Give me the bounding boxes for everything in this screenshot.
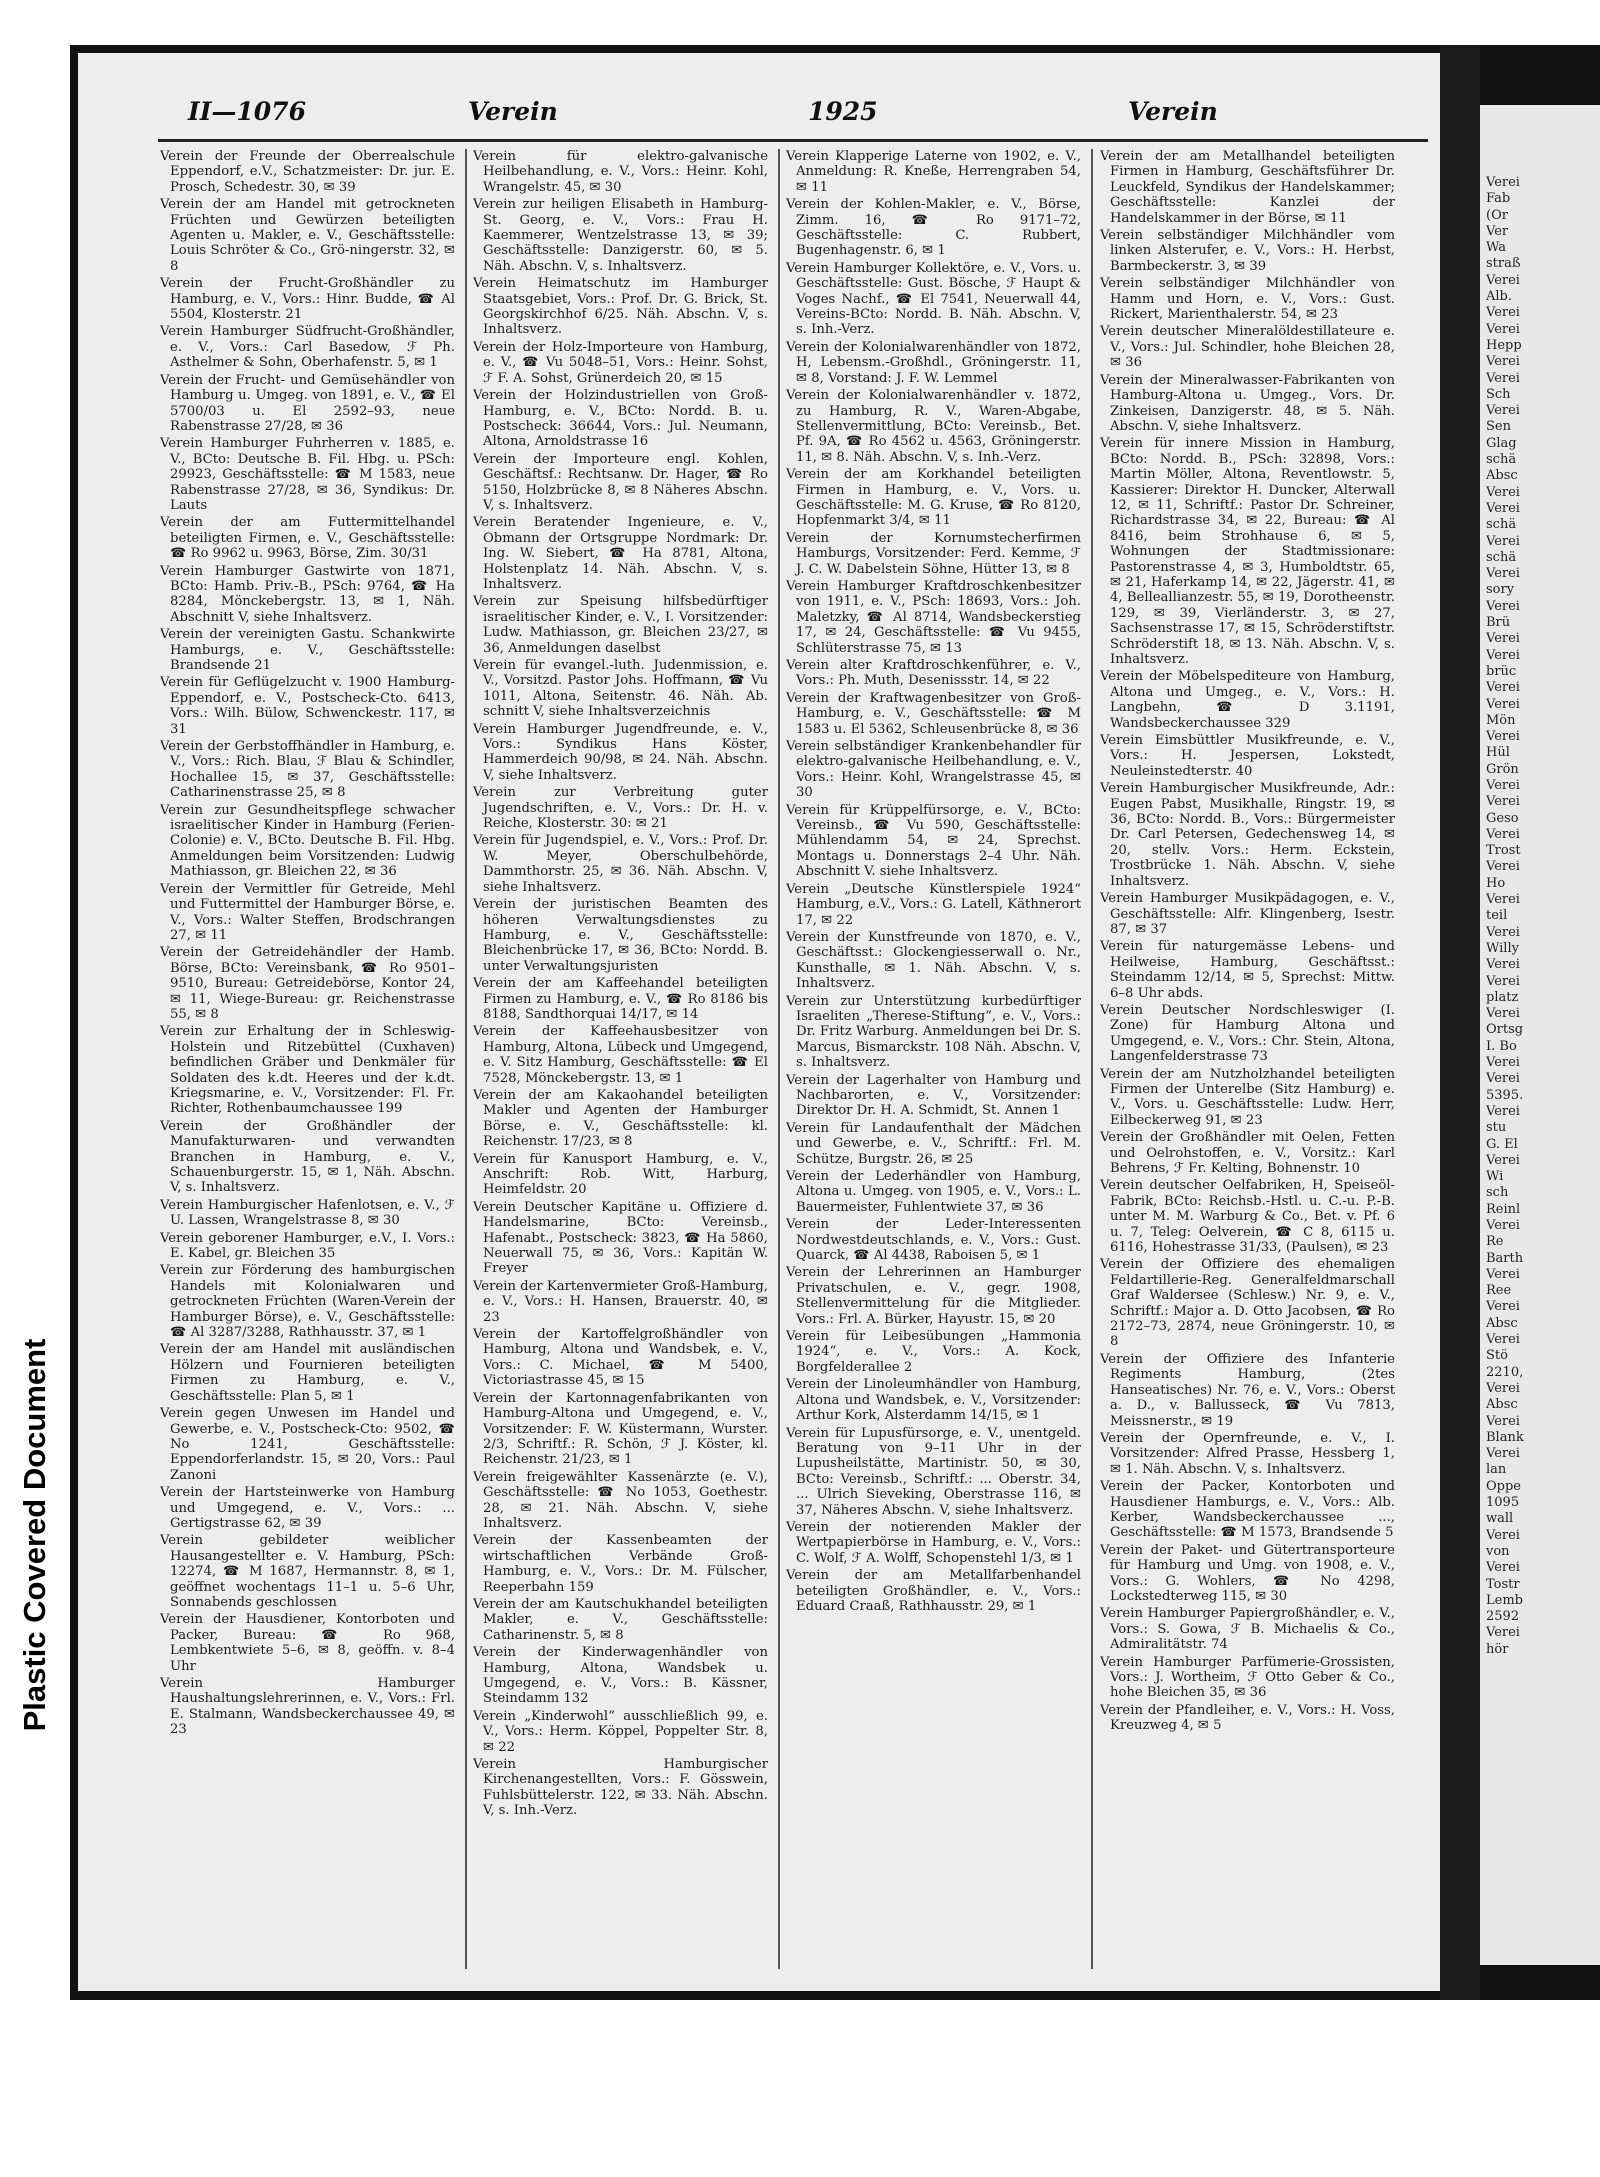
column-divider (778, 149, 780, 1969)
directory-entry: Verein der Offiziere des Infanterie Regiments Hamburg, (2tes Hanseatisches) Nr. 76, e. V., Vors.: Oberst a. D., v. Ballusseck, ☎ Vu 7813, Meissnerstr., ✉ 19 (1100, 1351, 1395, 1429)
facing-page-fragment: Verei (1486, 1380, 1520, 1396)
facing-page-fragment: Glag (1486, 435, 1517, 451)
facing-page-fragment: Verei (1486, 1527, 1520, 1543)
directory-entry: Verein für Lupusfürsorge, e. V., unentgeld. Beratung von 9–11 Uhr in der Lupusheilstätte, Martinistr. 50, ✉ 30, BCto: Vereinsb., Schriftf.: ... Oberstr. 34, ... Ulrich Sieveking, Oberstrasse 116, ✉ 37, Näheres Abschn. V, siehe Inhaltsverz. (786, 1425, 1081, 1518)
facing-page-fragment: Blank (1486, 1429, 1524, 1445)
facing-page-fragment: 2592 (1486, 1609, 1520, 1625)
directory-entry: Verein der Paket- und Gütertransporteure für Hamburg und Umg. von 1908, e. V., Vors.: G. Wohlers, ☎ No 4298, Lockstedterweg 115, ✉ 30 (1100, 1542, 1395, 1604)
directory-entry: Verein für Jugendspiel, e. V., Vors.: Prof. Dr. W. Meyer, Oberschulbehörde, Dammthorstr. 25, ✉ 36. Näh. Abschn. V, siehe Inhaltsverz. (473, 833, 768, 895)
header-word-right: Verein (1128, 97, 1218, 126)
directory-entry: Verein der Holz-Importeure von Hamburg, e. V., ☎ Vu 5048–51, Vors.: Heinr. Sohst, ℱ F. A. Sohst, Grünerdeich 20, ✉ 15 (473, 339, 768, 386)
side-label-text: Plastic Covered Document (17, 1338, 52, 1732)
directory-entry: Verein der Kraftwagenbesitzer von Groß-Hamburg, e. V., Geschäftsstelle: ☎ M 1583 u. El 5362, Schleusenbrücke 8, ✉ 36 (786, 690, 1081, 737)
facing-page-fragment: Verei (1486, 859, 1520, 875)
facing-page-fragment: Verei (1486, 892, 1520, 908)
facing-page-fragment: brüc (1486, 663, 1517, 679)
facing-page-fragment: Verei (1486, 631, 1520, 647)
directory-entry: Verein der Hartsteinwerke von Hamburg und Umgegend, e. V., Vors.: ... Gertigstrasse 62, ✉ 39 (160, 1485, 455, 1531)
directory-entry: Verein für Kanusport Hamburg, e. V., Anschrift: Rob. Witt, Harburg, Heimfeldstr. 20 (473, 1151, 768, 1198)
column-divider (465, 149, 467, 1969)
directory-entry: Verein für Leibesübungen „Hammonia 1924“, e. V., Vors.: A. Kock, Borgfelderallee 2 (786, 1329, 1081, 1375)
directory-entry: Verein der Kornumstecherfirmen Hamburgs, Vorsitzender: Ferd. Kemme, ℱ J. C. W. Dabelstein Söhne, Hütter 13, ✉ 8 (786, 530, 1081, 577)
directory-column-4 (1100, 149, 1395, 1969)
directory-entry: Verein der am Kakaohandel beteiligten Makler und Agenten der Hamburger Börse, e. V., Geschäftsstelle: kl. Reichenstr. 17/23, ✉ 8 (473, 1087, 768, 1150)
directory-entry: Verein der am Kautschukhandel beteiligten Makler, e. V., Geschäftsstelle: Catharinenstr. 5, ✉ 8 (473, 1596, 768, 1643)
facing-page-fragment: platz (1486, 989, 1519, 1005)
facing-page-fragment: Barth (1486, 1250, 1524, 1266)
facing-page-fragment: sory (1486, 582, 1515, 598)
facing-page-fragment: Verei (1486, 272, 1520, 288)
directory-entry: Verein der am Korkhandel beteiligten Firmen in Hamburg, e. V., Vors. u. Geschäftsstelle: M. G. Kruse, ☎ Ro 8120, Hopfenmarkt 3/4, ✉ 11 (786, 467, 1081, 529)
directory-entry: Verein zur Speisung hilfsbedürftiger israelitischer Kinder, e. V., I. Vorsitzender: Ludw. Mathiasson, gr. Bleichen 23/27, ✉ 36, Anmeldungen daselbst (473, 594, 768, 656)
directory-entry: Verein der Importeure engl. Kohlen, Geschäftsf.: Rechtsanw. Dr. Hager, ☎ Ro 5150, Holzbrücke 8, ✉ 8 Näheres Abschn. V, s. Inhaltsverz. (473, 451, 768, 513)
facing-page-fragment: Stö (1486, 1348, 1508, 1364)
facing-page-fragment: G. El (1486, 1136, 1518, 1152)
directory-entry: Verein der Kolonialwarenhändler von 1872, H, Lebensm.-Großhdl., Gröningerstr. 11, ✉ 8, Vorstand: J. F. W. Lemmel (786, 339, 1081, 386)
facing-page-fragment: Oppe (1486, 1478, 1521, 1494)
directory-entry: Verein zur Gesundheitspflege schwacher israelitischer Kinder in Hamburg (Ferien-Colonie) e. V., BCto. Deutsche B. Fil. Hbg. Anmeldungen beim Vorsitzenden: Ludwig Mathiasson, gr. Bleichen 22, ✉ 36 (160, 802, 455, 880)
facing-page-fragment: schä (1486, 517, 1517, 533)
directory-entry: Verein Hamburger Jugendfreunde, e. V., Vors.: Syndikus Hans Köster, Hammerdeich 90/98, ✉ 24. Näh. Abschn. V, siehe Inhaltsverz. (473, 721, 768, 783)
facing-page-fragment: wall (1486, 1511, 1514, 1527)
directory-entry: Verein Klapperige Laterne von 1902, e. V., Anmeldung: R. Kneße, Herrengraben 54, ✉ 11 (786, 149, 1081, 195)
directory-entry: Verein der am Metallfarbenhandel beteiligten Großhändler, e. V., Vors.: Eduard Craaß, Rathhausstr. 29, ✉ 1 (786, 1568, 1081, 1614)
side-label (0, 1230, 70, 1840)
directory-entry: Verein „Kinderwohl“ ausschließlich 99, e. V., Vors.: Herm. Köppel, Poppelter Str. 8, ✉ 22 (473, 1708, 768, 1755)
directory-entry: Verein der Offiziere des ehemaligen Feldartillerie-Reg. Generalfeldmarschall Graf Waldersee (Schlesw.) Nr. 9, e. V., Schriftf.: Major a. D. Otto Jacobsen, ☎ Ro 2172–73, 2874, neue Gröningerstr. 10, ✉ 8 (1100, 1257, 1395, 1350)
facing-page-fragment: Absc (1486, 1397, 1518, 1413)
directory-page (78, 53, 1440, 1991)
directory-entry: Verein der am Kaffeehandel beteiligten Firmen zu Hamburg, e. V., ☎ Ro 8186 bis 8188, Sandthorquai 14/17, ✉ 14 (473, 976, 768, 1022)
directory-entry: Verein der Lederhändler von Hamburg, Altona u. Umgeg. von 1905, e. V., Vors.: L. Bauermeister, Fuhlentwiete 37, ✉ 36 (786, 1169, 1081, 1215)
directory-entry: Verein Hamburger Kraftdroschkenbesitzer von 1911, e. V., PSch: 18693, Vors.: Joh. Maletzky, ☎ Al 8714, Wandsbeckerstieg 17, ✉ 24, Geschäftsstelle: ☎ Vu 9455, Schlüterstrasse 75, ✉ 13 (786, 578, 1081, 656)
directory-entry: Verein der Großhändler der Manufakturwaren- und verwandten Branchen in Hamburg, e. V., Schauenburgerstr. 15, ✉ 1, Näh. Abschn. V, s. Inhaltsverz. (160, 1118, 455, 1196)
facing-page-fragment: Verei (1486, 1055, 1520, 1071)
scanned-page (70, 45, 1600, 2000)
facing-page-fragment: Alb. (1486, 289, 1512, 305)
directory-entry: Verein der am Handel mit getrockneten Früchten und Gewürzen beteiligten Agenten u. Makler, e. V., Geschäftsstelle: Louis Schröter & Co., Grö-ningerstr. 32, ✉ 8 (160, 197, 455, 274)
directory-column-3 (786, 149, 1081, 1969)
directory-entry: Verein geborener Hamburger, e.V., I. Vors.: E. Kabel, gr. Bleichen 35 (160, 1230, 455, 1262)
directory-entry: Verein der Pfandleiher, e. V., Vors.: H. Voss, Kreuzweg 4, ✉ 5 (1100, 1702, 1395, 1734)
directory-entry: Verein Eimsbüttler Musikfreunde, e. V., Vors.: H. Jespersen, Lokstedt, Neuleinstedterstr. 40 (1100, 733, 1395, 779)
facing-page-fragment: sch (1486, 1185, 1509, 1201)
facing-page-fragment: Verei (1486, 957, 1520, 973)
facing-page-fragment: Verei (1486, 1266, 1520, 1282)
directory-entry: Verein der Kartoffelgroßhändler von Hamburg, Altona und Wandsbek, e. V., Vors.: C. Michael, ☎ M 5400, Victoriastrasse 45, ✉ 15 (473, 1327, 768, 1389)
directory-entry: Verein zur Erhaltung der in Schleswig-Holstein und Ritzebüttel (Cuxhaven) befindlichen Gräber und Denkmäler für Soldaten des k.dt. Heeres und der k.dt. Kriegsmarine, e. V., Vorsitzender: Fl. Fr. Richter, Rothenbaumchaussee 199 (160, 1024, 455, 1117)
facing-page-fragment: Verei (1486, 1560, 1520, 1576)
directory-entry: Verein Hamburger Südfrucht-Großhändler, e. V., Vors.: Carl Basedow, ℱ Ph. Asthelmer & Sohn, Oberhafenstr. 5, ✉ 1 (160, 324, 455, 371)
directory-entry: Verein der Getreidehändler der Hamb. Börse, BCto: Vereinsbank, ☎ Ro 9501–9510, Bureau: Getreidebörse, Kontor 24, ✉ 11, Wiege-Bureau: gr. Reichenstrasse 55, ✉ 8 (160, 945, 455, 1022)
directory-entry: Verein für Krüppelfürsorge, e. V., BCto: Vereinsb., ☎ Vu 590, Geschäftsstelle: Mühlendamm 54, ✉ 24, Sprechst. Montags u. Donnerstags 2–4 Uhr. Näh. Abschnitt V. siehe Inhaltsverz. (786, 802, 1081, 880)
facing-page-fragment: Fab (1486, 191, 1511, 207)
facing-page-fragment: Verei (1486, 777, 1520, 793)
directory-entry: Verein Hamburger Musikpädagogen, e. V., Geschäftsstelle: Alfr. Klingenberg, Isestr. 87, ✉ 37 (1100, 891, 1395, 937)
directory-entry: Verein der Kinderwagenhändler von Hamburg, Altona, Wandsbek u. Umgegend, e. V., Vors.: B. Kässner, Steindamm 132 (473, 1645, 768, 1707)
facing-page-fragment: Verei (1486, 696, 1520, 712)
directory-entry: Verein selbständiger Krankenbehandler für elektro-galvanische Heilbehandlung, e. V., Vors.: Heinr. Kohl, Wrangelstrasse 45, ✉ 30 (786, 739, 1081, 801)
header-year: 1925 (808, 97, 878, 126)
directory-entry: Verein Deutscher Kapitäne u. Offiziere d. Handelsmarine, BCto: Vereinsb., Hafenabt., Postscheck: 3823, ☎ Ha 5860, Neuerwall 75, ✉ 36, Vors.: Kapitän W. Freyer (473, 1199, 768, 1277)
facing-page-fragment: Verei (1486, 1218, 1520, 1233)
directory-entry: Verein der am Handel mit ausländischen Hölzern und Fournieren beteiligten Firmen zu Hamburg, e. V., Geschäftsstelle: Plan 5, ✉ 1 (160, 1342, 455, 1404)
directory-entry: Verein der Opernfreunde, e. V., I. Vorsitzender: Alfred Prasse, Hessberg 1, ✉ 1. Näh. Abschn. V, s. Inhaltsverz. (1100, 1430, 1395, 1477)
facing-page-fragment: (Or (1486, 207, 1508, 223)
facing-page-fragment: I. Bo (1486, 1038, 1517, 1054)
facing-page-fragment: Verei (1486, 175, 1520, 190)
directory-entry: Verein Heimatschutz im Hamburger Staatsgebiet, Vors.: Prof. Dr. G. Brick, St. Georgskirchhof 6/25. Näh. Abschn. V, s. Inhaltsverz. (473, 276, 768, 338)
directory-entry: Verein der Frucht- und Gemüsehändler von Hamburg u. Umgeg. von 1891, e. V., ☎ El 5700/03 u. El 2592–93, neue Rabenstrasse 27/28, ✉ 36 (160, 372, 455, 434)
facing-page-fragment: Verei (1486, 533, 1520, 549)
directory-entry: Verein Hamburger Papiergroßhändler, e. V., Vors.: S. Gowa, ℱ B. Michaelis & Co., Admiralitätstr. 74 (1100, 1606, 1395, 1653)
directory-entry: Verein der Lagerhalter von Hamburg und Nachbarorten, e. V., Vorsitzender: Direktor Dr. H. A. Schmidt, St. Annen 1 (786, 1072, 1081, 1119)
facing-page-fragment: Wa (1486, 240, 1506, 256)
column-divider (1091, 149, 1093, 1969)
facing-page (1480, 105, 1600, 1965)
page-header (168, 97, 1428, 133)
directory-entry: Verein zur Verbreitung guter Jugendschriften, e. V., Vors.: Dr. H. v. Reiche, Klosterstr. 30: ✉ 21 (473, 785, 768, 832)
directory-entry: Verein der Vermittler für Getreide, Mehl und Futtermittel der Hamburger Börse, e. V., Vors.: Walter Steffen, Brodschrangen 27, ✉ 11 (160, 881, 455, 943)
facing-page-fragment: Verei (1486, 680, 1520, 696)
facing-page-fragment: Verei (1486, 924, 1520, 940)
header-word-left: Verein (468, 97, 558, 126)
directory-entry: Verein für Landaufenthalt der Mädchen und Gewerbe, e. V., Schriftf.: Frl. M. Schütze, Burgstr. 26, ✉ 25 (786, 1120, 1081, 1167)
directory-entry: Verein Hamburger Haushaltungslehrerinnen, e. V., Vors.: Frl. E. Stalmann, Wandsbeckerchaussee 49, ✉ 23 (160, 1676, 455, 1738)
page-number: II—1076 (188, 97, 306, 126)
facing-page-fragment: Geso (1486, 810, 1519, 826)
directory-entry: Verein Hamburger Gastwirte von 1871, BCto: Hamb. Priv.-B., PSch: 9764, ☎ Ha 8284, Mönckebergstr. 13, ✉ 1, Näh. Abschnitt V, siehe Inhaltsverz. (160, 563, 455, 625)
directory-entry: Verein der Hausdiener, Kontorboten und Packer, Bureau: ☎ Ro 968, Lembkentwiete 5–6, ✉ 8, geöffn. v. 8–4 Uhr (160, 1612, 455, 1674)
facing-page-fragment: von (1486, 1543, 1510, 1559)
directory-entry: Verein der Großhändler mit Oelen, Fetten und Oelrohstoffen, e. V., Vorsitz.: Karl Behrens, ℱ Fr. Kelting, Bohnenstr. 10 (1100, 1130, 1395, 1176)
facing-page-fragment: Trost (1486, 843, 1521, 859)
directory-entry: Verein zur Förderung des hamburgischen Handels mit Kolonialwaren und getrockneten Früchten (Waren-Verein der Hamburger Börse), e. V., Geschäftsstelle: ☎ Al 3287/3288, Rathhausstr. 37, ✉ 1 (160, 1263, 455, 1341)
facing-page-fragment: Verei (1486, 826, 1520, 842)
facing-page-fragment: 2210, (1486, 1364, 1524, 1380)
facing-page-fragment: Verei (1486, 403, 1520, 419)
directory-entry: Verein für elektro-galvanische Heilbehandlung, e. V., Vors.: Heinr. Kohl, Wrangelstr. 45, ✉ 30 (473, 149, 768, 195)
directory-entry: Verein deutscher Oelfabriken, H, Speiseöl-Fabrik, BCto: Reichsb.-Hstl. u. C.-u. P.-B. unter M. M. Warburg & Co., Bet. v. Pf. 6 u. 7, Teleg: Oelverein, ☎ C 8, 6115 u. 6116, Hohestrasse 31/33, (Paulsen), ✉ 23 (1100, 1178, 1395, 1256)
facing-page-fragment: Ree (1486, 1283, 1512, 1299)
facing-page-fragment: Ortsg (1486, 1022, 1524, 1038)
facing-page-fragment: Verei (1486, 566, 1520, 582)
facing-page-column (1486, 175, 1596, 1658)
facing-page-fragment: Hepp (1486, 337, 1522, 353)
facing-page-fragment: Absc (1486, 468, 1518, 484)
directory-entry: Verein gegen Unwesen im Handel und Gewerbe, e. V., Postscheck-Cto: 9502, ☎ No 1241, Geschäftsstelle: Eppendorferlandstr. 15, ✉ 20, Vors.: Paul Zanoni (160, 1406, 455, 1483)
directory-entry: Verein der Frucht-Großhändler zu Hamburg, e. V., Vors.: Hinr. Budde, ☎ Al 5504, Klosterstr. 21 (160, 276, 455, 323)
directory-entry: Verein der am Futtermittelhandel beteiligten Firmen, e. V., Geschäftsstelle: ☎ Ro 9962 u. 9963, Börse, Zim. 30/31 (160, 515, 455, 562)
directory-entry: Verein der Kaffeehausbesitzer von Hamburg, Altona, Lübeck und Umgegend, e. V. Sitz Hamburg, Geschäftsstelle: ☎ El 7528, Mönckebergstr. 13, ✉ 1 (473, 1024, 768, 1086)
directory-entry: Verein „Deutsche Künstlerspiele 1924“ Hamburg, e.V., Vors.: G. Latell, Käthnerort 17, ✉ 22 (786, 881, 1081, 928)
facing-page-fragment: teil (1486, 908, 1508, 924)
facing-page-fragment: hör (1486, 1641, 1509, 1657)
directory-entry: Verein gebildeter weiblicher Hausangestellter e. V. Hamburg, PSch: 12274, ☎ M 1687, Hermannstr. 8, ✉ 1, geöffnet wochentags 11–1 u. 5–6 Uhr, Sonnabends geschlossen (160, 1533, 455, 1610)
facing-page-fragment: straß (1486, 256, 1521, 272)
directory-entry: Verein freigewählter Kassenärzte (e. V.), Geschäftsstelle: ☎ No 1053, Goethestr. 28, ✉ 21. Näh. Abschn. V, siehe Inhaltsverz. (473, 1469, 768, 1531)
facing-page-fragment: Tostr (1486, 1576, 1520, 1592)
facing-page-fragment: Verei (1486, 1006, 1520, 1022)
facing-page-fragment: Verei (1486, 598, 1520, 614)
facing-page-fragment: stu (1486, 1120, 1507, 1136)
directory-entry: Verein Beratender Ingenieure, e. V., Obmann der Ortsgruppe Nordmark: Dr. Ing. W. Siebert, ☎ Ha 8781, Altona, Holstenplatz 14. Näh. Abschn. V, s. Inhaltsverz. (473, 515, 768, 592)
facing-page-fragment: Verei (1486, 1625, 1520, 1641)
facing-page-fragment: Verei (1486, 1332, 1520, 1348)
directory-entry: Verein der am Metallhandel beteiligten Firmen in Hamburg, Geschäftsführer Dr. Leuckfeld, Syndikus der Handelskammer; Geschäftsstelle: Kanzlei der Handelskammer in der Börse, ✉ 11 (1100, 149, 1395, 226)
facing-page-fragment: Reinl (1486, 1201, 1521, 1217)
bottom-margin (70, 2000, 1600, 2177)
directory-entry: Verein der Kolonialwarenhändler v. 1872, zu Hamburg, R. V., Waren-Abgabe, Stellenvermittlung, BCto: Vereinsb., Bet. Pf. 9A, ☎ Ro 4562 u. 4563, Gröningerstr. 11, ✉ 8. Näh. Abschn. V, s. Inh.-Verz. (786, 388, 1081, 465)
directory-entry: Verein alter Kraftdroschkenführer, e. V., Vors.: Ph. Muth, Desenissstr. 14, ✉ 22 (786, 658, 1081, 689)
directory-entry: Verein der juristischen Beamten des höheren Verwaltungsdienstes zu Hamburg, e. V., Geschäftsstelle: Bleichenbrücke 17, ✉ 36, BCto: Nordd. B. unter Verwaltungsjuristen (473, 897, 768, 974)
facing-page-fragment: schä (1486, 452, 1517, 468)
directory-entry: Verein der Lehrerinnen an Hamburger Privatschulen, e. V., gegr. 1908, Stellenvermittelung für die Mitglieder. Vors.: Frl. A. Bürker, Hayustr. 15, ✉ 20 (786, 1265, 1081, 1327)
directory-entry: Verein der Gerbstoffhändler in Hamburg, e. V., Vors.: Rich. Blau, ℱ Blau & Schindler, Hochallee 15, ✉ 37, Geschäftsstelle: Catharinenstrasse 25, ✉ 8 (160, 739, 455, 801)
directory-entry: Verein Hamburgischer Hafenlotsen, e. V., ℱ U. Lassen, Wrangelstrasse 8, ✉ 30 (160, 1197, 455, 1229)
facing-page-fragment: Verei (1486, 354, 1520, 370)
directory-entry: Verein der Kohlen-Makler, e. V., Börse, Zimm. 16, ☎ Ro 9171–72, Geschäftsstelle: C. Rubbert, Bugenhagenstr. 6, ✉ 1 (786, 197, 1081, 259)
directory-entry: Verein der Kartenvermieter Groß-Hamburg, e. V., Vors.: H. Hansen, Brauerstr. 40, ✉ 23 (473, 1278, 768, 1325)
directory-entry: Verein selbständiger Milchhändler vom linken Alsterufer, e. V., Vors.: H. Herbst, Barmbeckerstr. 3, ✉ 39 (1100, 228, 1395, 274)
directory-entry: Verein Hamburgischer Kirchenangestellten, Vors.: F. Gösswein, Fuhlsbüttelerstr. 122, ✉ 33. Näh. Abschn. V, s. Inh.-Verz. (473, 1757, 768, 1819)
facing-page-fragment: Verei (1486, 305, 1520, 321)
facing-page-fragment: Verei (1486, 794, 1520, 810)
facing-page-fragment: Re (1486, 1234, 1504, 1250)
directory-entry: Verein der Holzindustriellen von Groß-Hamburg, e. V., BCto: Nordd. B. u. Postscheck: 36644, Vors.: Jul. Neumann, Altona, Arnoldstrasse 16 (473, 388, 768, 450)
facing-page-fragment: Verei (1486, 973, 1520, 989)
directory-entry: Verein Hamburger Kollektöre, e. V., Vors. u. Geschäftsstelle: Gust. Bösche, ℱ Haupt & Voges Nachf., ☎ El 7541, Neuerwall 44, Vereins-BCto: Nordd. B. Näh. Abschn. V, s. Inh.-Verz. (786, 260, 1081, 338)
directory-entry: Verein deutscher Mineralöldestillateure e. V., Vors.: Jul. Schindler, hohe Bleichen 28, ✉ 36 (1100, 324, 1395, 371)
directory-entry: Verein der Kassenbeamten der wirtschaftlichen Verbände Groß-Hamburg, e. V., Vors.: Dr. M. Fülscher, Reeperbahn 159 (473, 1533, 768, 1595)
facing-page-fragment: Verei (1486, 500, 1520, 516)
facing-page-fragment: Verei (1486, 729, 1520, 745)
directory-entry: Verein der Mineralwasser-Fabrikanten von Hamburg-Altona u. Umgeg., Vors. Dr. Zinkeisen, Danzigerstr. 48, ✉ 5. Näh. Abschn. V, siehe Inhaltsverz. (1100, 372, 1395, 434)
directory-entry: Verein der am Nutzholzhandel beteiligten Firmen der Unterelbe (Sitz Hamburg) e. V., Vors. u. Geschäftsstelle: Ludw. Herr, Eilbeckerweg 91, ✉ 23 (1100, 1066, 1395, 1128)
facing-page-fragment: Wi (1486, 1169, 1504, 1185)
facing-page-fragment: 5395. (1486, 1087, 1524, 1103)
facing-page-fragment: Grön (1486, 761, 1519, 777)
facing-page-fragment: Ho (1486, 875, 1506, 891)
facing-page-fragment: Hül (1486, 745, 1510, 761)
facing-page-fragment: Sch (1486, 386, 1511, 402)
book-gutter (1440, 45, 1480, 2000)
directory-entry: Verein Hamburger Parfümerie-Grossisten, Vors.: J. Wortheim, ℱ Otto Geber & Co., hohe Bleichen 35, ✉ 36 (1100, 1654, 1395, 1701)
facing-page-fragment: Mön (1486, 712, 1516, 728)
directory-entry: Verein der vereinigten Gastu. Schankwirte Hamburgs, e. V., Geschäftsstelle: Brandsende 21 (160, 627, 455, 673)
directory-entry: Verein der Möbelspediteure von Hamburg, Altona und Umgeg., e. V., Vors.: H. Langbehn, ☎ D 3.1191, Wandsbeckerchaussee 329 (1100, 669, 1395, 731)
directory-column-2 (473, 149, 768, 1969)
directory-entry: Verein der Kartonnagenfabrikanten von Hamburg-Altona und Umgegend, e. V., Vorsitzender: F. W. Küstermann, Wurster. 2/3, Schriftf.: R. Schön, ℱ J. Köster, kl. Reichenstr. 21/23, ✉ 1 (473, 1390, 768, 1468)
directory-entry: Verein Hamburgischer Musikfreunde, Adr.: Eugen Pabst, Musikhalle, Ringstr. 19, ✉ 36, BCto: Nordd. B., Vors.: Bürgermeister Dr. Carl Petersen, Gedechensweg 14, ✉ 20, stellv. Vors.: Herm. Eckstein, Trostbrücke 1. Näh. Abschn. V, siehe Inhaltsverz. (1100, 781, 1395, 889)
directory-entry: Verein für evangel.-luth. Judenmission, e. V., Vorsitzd. Pastor Johs. Hoffmann, ☎ Vu 1011, Altona, Seitenstr. 46. Näh. Ab. schnitt V, siehe Inhaltsverzeichnis (473, 658, 768, 720)
directory-entry: Verein für Geflügelzucht v. 1900 Hamburg-Eppendorf, e. V., Postscheck-Cto. 6413, Vors.: Wilh. Bülow, Schwenckestr. 117, ✉ 31 (160, 675, 455, 737)
directory-column-1 (160, 149, 455, 1969)
facing-page-fragment: Verei (1486, 1299, 1520, 1315)
facing-page-fragment: Verei (1486, 647, 1520, 663)
directory-entry: Verein der Freunde der Oberrealschule Eppendorf, e.V., Schatzmeister: Dr. jur. E. Prosch, Schedestr. 30, ✉ 39 (160, 149, 455, 195)
facing-page-fragment: Lemb (1486, 1592, 1523, 1608)
directory-entry: Verein der Leder-Interessenten Nordwestdeutschlands, e. V., Vors.: Gust. Quarck, ☎ Al 4438, Raboisen 5, ✉ 1 (786, 1217, 1081, 1264)
facing-page-fragment: Verei (1486, 1152, 1520, 1168)
facing-page-fragment: Sen (1486, 419, 1511, 435)
directory-entry: Verein Hamburger Fuhrherren v. 1885, e. V., BCto: Deutsche B. Fil. Hbg. u. PSch: 29923, Geschäftsstelle: ☎ M 1583, neue Rabenstrasse 27/28, ✉ 36, Syndikus: Dr. Lauts (160, 436, 455, 513)
facing-page-fragment: Verei (1486, 484, 1520, 500)
facing-page-fragment: 1095 (1486, 1495, 1520, 1511)
facing-page-fragment: Verei (1486, 1071, 1520, 1087)
facing-page-fragment: Verei (1486, 1103, 1520, 1119)
directory-entry: Verein für naturgemässe Lebens- und Heilweise, Hamburg, Geschäftsst.: Steindamm 12/14, ✉ 5, Sprechst: Mittw. 6–8 Uhr abds. (1100, 939, 1395, 1001)
facing-page-fragment: lan (1486, 1462, 1507, 1478)
facing-page-fragment: Willy (1486, 940, 1519, 956)
directory-entry: Verein Deutscher Nordschleswiger (I. Zone) für Hamburg Altona und Umgegend, e. V., Vors.: Chr. Stein, Altona, Langenfelderstrasse 73 (1100, 1002, 1395, 1065)
directory-entry: Verein zur Unterstützung kurbedürftiger Israeliten „Therese-Stiftung“, e. V., Vors.: Dr. Fritz Warburg. Anmeldungen bei Dr. S. Marcus, Bismarckstr. 108 Näh. Abschn. V, s. Inhaltsverz. (786, 993, 1081, 1071)
directory-entry: Verein der Kunstfreunde von 1870, e. V., Geschäftsst.: Glockengiesserwall o. Nr., Kunsthalle, ✉ 1. Näh. Abschn. V, s. Inhaltsverz. (786, 929, 1081, 992)
facing-page-fragment: Brü (1486, 615, 1511, 631)
header-rule (158, 139, 1428, 142)
directory-entry: Verein selbständiger Milchhändler von Hamm und Horn, e. V., Vors.: Gust. Rickert, Marienthalerstr. 54, ✉ 23 (1100, 276, 1395, 323)
directory-entry: Verein der Packer, Kontorboten und Hausdiener Hamburgs, e. V., Vors.: Alb. Kerber, Wandsbeckerchaussee ..., Geschäftsstelle: ☎ M 1573, Brandsende 5 (1100, 1479, 1395, 1541)
facing-page-fragment: Ver (1486, 223, 1509, 239)
directory-entry: Verein zur heiligen Elisabeth in Hamburg-St. Georg, e. V., Vors.: Frau H. Kaemmerer, Wentzelstrasse 13, ✉ 39; Geschäftsstelle: Danzigerstr. 60, ✉ 5. Näh. Abschn. V, s. Inhaltsverz. (473, 197, 768, 274)
facing-page-fragment: Absc (1486, 1315, 1518, 1331)
facing-page-fragment: Verei (1486, 370, 1520, 386)
directory-entry: Verein für innere Mission in Hamburg, BCto: Nordd. B., PSch: 32898, Vors.: Martin Möller, Altona, Reventlowstr. 5, Kassierer: Direktor H. Duncker, Alterwall 12, ✉ 11, Schriftf.: Pastor Dr. Schreiner, Richardstrasse 34, ✉ 22, Bureau: ☎ Al 8416, beim Strohhause 6, ✉ 5, Wohnungen der Stadtmissionare: Pastorenstrasse 4, ✉ 3, Humboldtstr. 65, ✉ 21, Haferkamp 14, ✉ 22, Jägerstr. 41, ✉ 4, Belleallianzestr. 55, ✉ 19, Dorotheenstr. 129, ✉ 39, Vierländerstr. 3, ✉ 27, Sachsenstrasse 17, ✉ 15, Schröderstiftstr. Schröderstift 18, ✉ 13. Näh. Abschn. V, s. Inhaltsverz. (1100, 436, 1395, 667)
directory-entry: Verein der Linoleumhändler von Hamburg, Altona und Wandsbek, e. V., Vorsitzender: Arthur Kork, Alsterdamm 14/15, ✉ 1 (786, 1377, 1081, 1424)
facing-page-fragment: schä (1486, 549, 1517, 565)
facing-page-fragment: Verei (1486, 1446, 1520, 1462)
facing-page-fragment: Verei (1486, 1413, 1520, 1429)
directory-entry: Verein der notierenden Makler der Wertpapierbörse in Hamburg, e. V., Vors.: C. Wolf, ℱ A. Wolff, Schopenstehl 1/3, ✉ 1 (786, 1519, 1081, 1566)
facing-page-fragment: Verei (1486, 321, 1520, 337)
